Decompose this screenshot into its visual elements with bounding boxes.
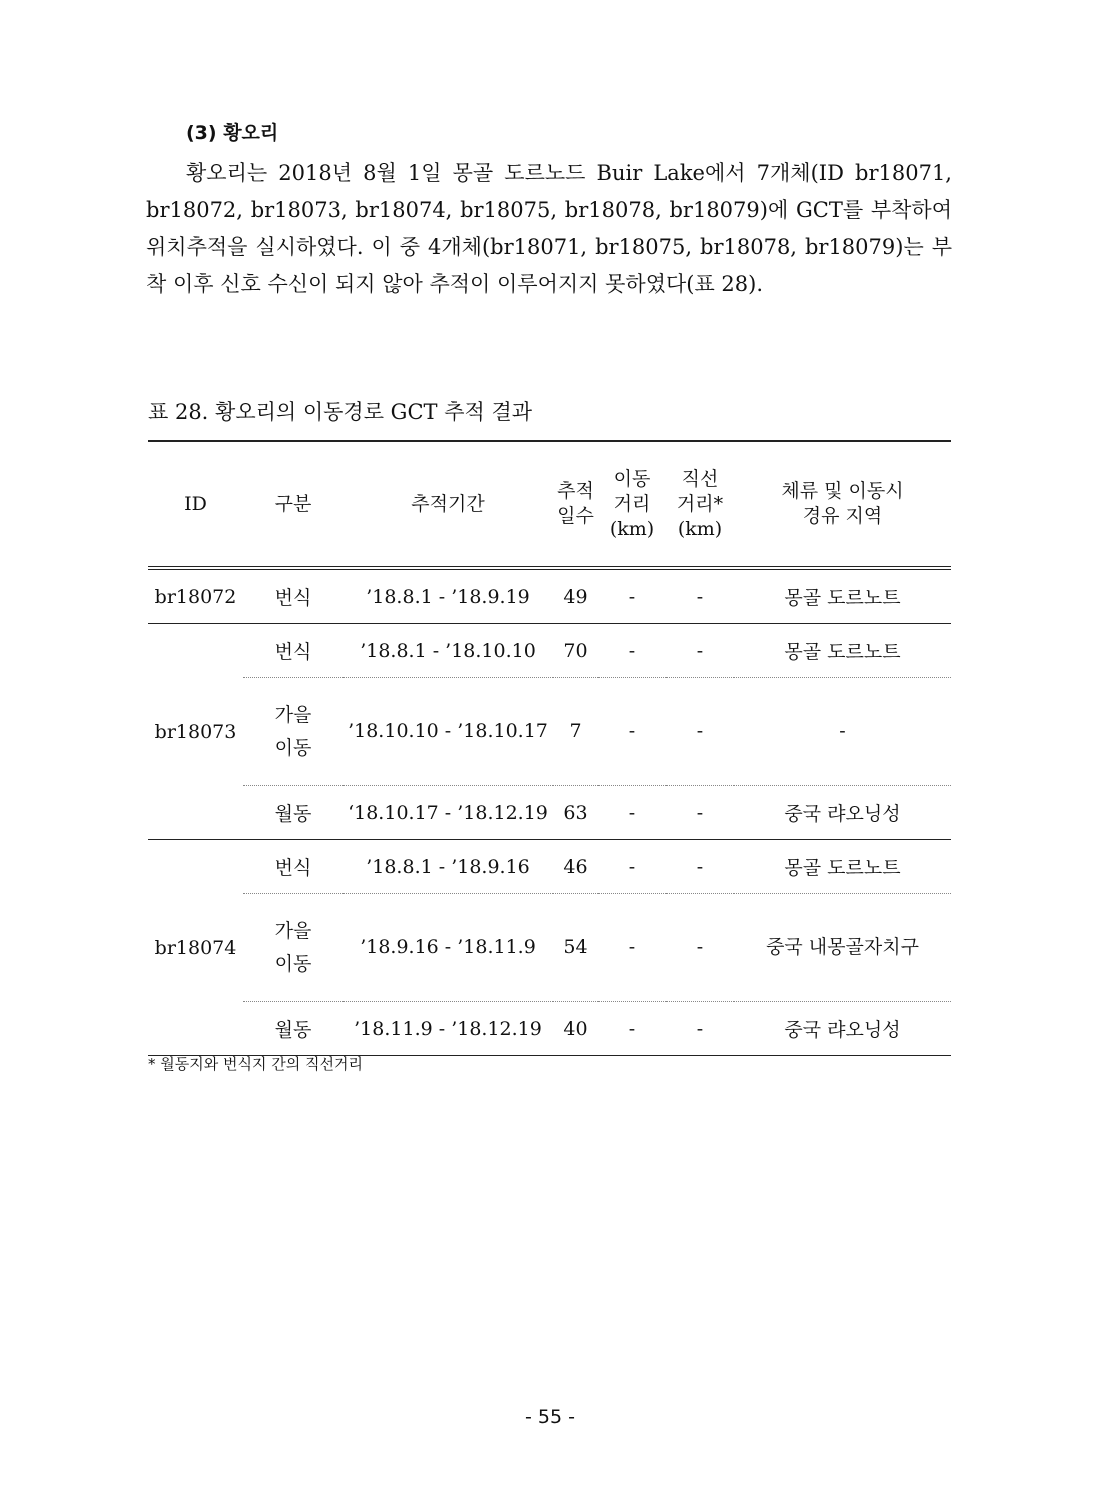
table-row	[148, 894, 951, 1002]
table-footnote: * 월동지와 번식지 간의 직선거리	[148, 1055, 363, 1073]
cell-period: ‘18.10.17 - ’18.12.19	[343, 786, 553, 840]
cell-id: br18074	[148, 840, 243, 1056]
header-category: 구분	[243, 441, 343, 568]
cell-straight-distance: -	[666, 678, 734, 786]
table-row	[148, 624, 951, 678]
cell-region: 중국 랴오닝성	[734, 1002, 951, 1056]
cell-straight-distance: -	[666, 568, 734, 624]
table-caption: 표 28. 황오리의 이동경로 GCT 추적 결과	[148, 400, 533, 424]
cell-id: br18072	[148, 568, 243, 624]
cell-period: ’18.8.1 - ’18.9.19	[343, 568, 553, 624]
page-number: - 55 -	[525, 1406, 575, 1428]
table-row	[148, 678, 951, 786]
header-period: 추적기간	[343, 441, 553, 568]
cell-straight-distance: -	[666, 786, 734, 840]
cell-days: 54	[553, 894, 598, 1002]
cell-period: ’18.8.1 - ’18.9.16	[343, 840, 553, 894]
cell-category: 가을 이동	[243, 894, 343, 1002]
cell-move-distance: -	[598, 840, 666, 894]
body-paragraph	[146, 155, 952, 303]
cell-region: 몽골 도르노트	[734, 568, 951, 624]
cell-straight-distance: -	[666, 840, 734, 894]
cell-move-distance: -	[598, 568, 666, 624]
cell-period: ’18.8.1 - ’18.10.10	[343, 624, 553, 678]
cell-days: 70	[553, 624, 598, 678]
section-heading: (3) 황오리	[186, 122, 279, 144]
cell-straight-distance: -	[666, 1002, 734, 1056]
table-row	[148, 1002, 951, 1056]
cell-straight-distance: -	[666, 624, 734, 678]
cell-move-distance: -	[598, 1002, 666, 1056]
cell-days: 63	[553, 786, 598, 840]
cell-days: 46	[553, 840, 598, 894]
cell-period: ’18.9.16 - ’18.11.9	[343, 894, 553, 1002]
table-header-row	[148, 441, 951, 568]
cell-region: 몽골 도르노트	[734, 840, 951, 894]
cell-days: 7	[553, 678, 598, 786]
cell-period: ’18.10.10 - ’18.10.17	[343, 678, 553, 786]
cell-category: 번식	[243, 840, 343, 894]
cell-category: 가을 이동	[243, 678, 343, 786]
header-straight-distance: 직선 거리* (km)	[666, 441, 734, 568]
cell-category: 번식	[243, 568, 343, 624]
cell-move-distance: -	[598, 678, 666, 786]
cell-region: 중국 내몽골자치구	[734, 894, 951, 1002]
header-region: 체류 및 이동시 경유 지역	[734, 441, 951, 568]
cell-straight-distance: -	[666, 894, 734, 1002]
cell-move-distance: -	[598, 624, 666, 678]
cell-region: -	[734, 678, 951, 786]
cell-move-distance: -	[598, 894, 666, 1002]
tracking-results-table	[148, 440, 951, 1056]
cell-category: 번식	[243, 624, 343, 678]
table-row	[148, 568, 951, 624]
cell-region: 중국 랴오닝성	[734, 786, 951, 840]
cell-days: 40	[553, 1002, 598, 1056]
header-id: ID	[148, 441, 243, 568]
table-row	[148, 840, 951, 894]
cell-move-distance: -	[598, 786, 666, 840]
cell-region: 몽골 도르노트	[734, 624, 951, 678]
cell-id: br18073	[148, 624, 243, 840]
cell-category: 월동	[243, 1002, 343, 1056]
cell-days: 49	[553, 568, 598, 624]
cell-category: 월동	[243, 786, 343, 840]
body-paragraph-text: 황오리는 2018년 8월 1일 몽골 도르노드 Buir Lake에서 7개체(ID br18071, br18072, br18073, br18074, br18075, br18078, br18079)에 GCT를 부착하여 위치추적을 실시하였다. 이 중 4개체(br18071, br18075, br18078, br18079)는 부착 이후 신호 수신이 되지 않아 추적이 이루어지지 못하였다(표 28).	[146, 161, 952, 296]
cell-period: ’18.11.9 - ’18.12.19	[343, 1002, 553, 1056]
header-move-distance: 이동 거리 (km)	[598, 441, 666, 568]
header-days: 추적 일수	[553, 441, 598, 568]
table-row	[148, 786, 951, 840]
